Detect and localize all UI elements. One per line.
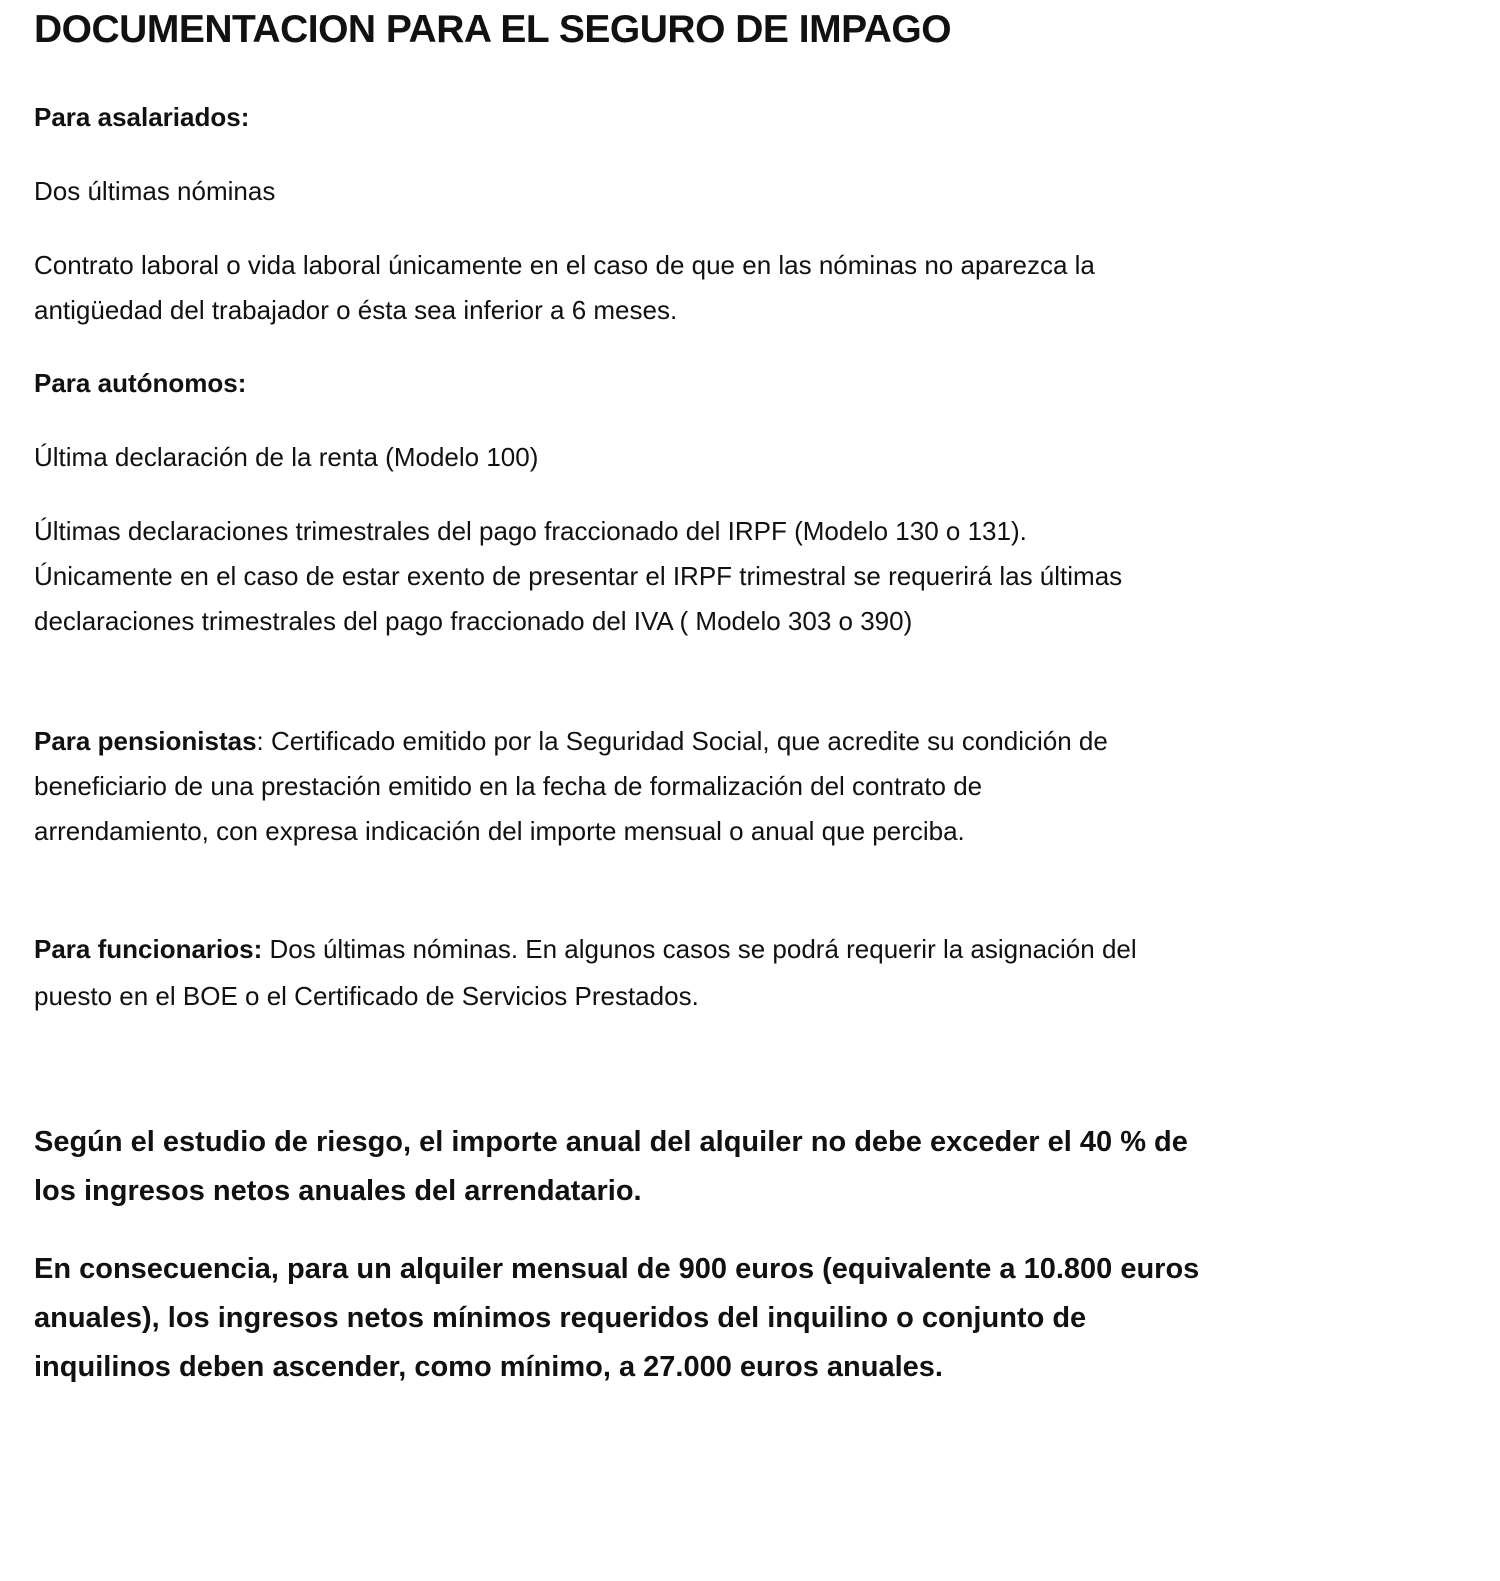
riesgo-paragraph xyxy=(34,1118,1188,1216)
autonomos-item-trimestrales-line-1: Últimas declaraciones trimestrales del pago fraccionado del IRPF (Modelo 130 o 131). xyxy=(34,516,1027,546)
pensionistas-paragraph xyxy=(34,719,1108,854)
funcionarios-line-1 xyxy=(34,926,1137,973)
riesgo-line-1: Según el estudio de riesgo, el importe anual del alquiler no debe exceder el 40 % de xyxy=(34,1126,1188,1158)
pensionistas-text-1: : Certificado emitido por la Seguridad Social, que acredite su condición de xyxy=(256,726,1108,756)
autonomos-heading: Para autónomos: xyxy=(34,368,247,398)
riesgo-line-2: los ingresos netos anuales del arrendatario. xyxy=(34,1175,642,1207)
funcionarios-text-1: Dos últimas nóminas. En algunos casos se podrá requerir la asignación del xyxy=(262,934,1137,964)
asalariados-heading: Para asalariados: xyxy=(34,102,250,132)
autonomos-item-trimestrales-line-3: declaraciones trimestrales del pago fraccionado del IVA ( Modelo 303 o 390) xyxy=(34,606,913,636)
consecuencia-paragraph xyxy=(34,1245,1199,1392)
pensionistas-line-2: beneficiario de una prestación emitido en la fecha de formalización del contrato de xyxy=(34,771,983,801)
pensionistas-label: Para pensionistas xyxy=(34,726,257,756)
pensionistas-line-1 xyxy=(34,719,1108,764)
funcionarios-paragraph xyxy=(34,926,1137,1020)
consecuencia-line-2: anuales), los ingresos netos mínimos requeridos del inquilino o conjunto de xyxy=(34,1302,1087,1334)
pensionistas-line-3: arrendamiento, con expresa indicación del importe mensual o anual que perciba. xyxy=(34,816,965,846)
document-title: DOCUMENTACION PARA EL SEGURO DE IMPAGO xyxy=(34,8,952,51)
funcionarios-label: Para funcionarios: xyxy=(34,934,263,964)
consecuencia-line-1: En consecuencia, para un alquiler mensual de 900 euros (equivalente a 10.800 euros xyxy=(34,1253,1200,1285)
asalariados-item-contrato xyxy=(34,243,1095,333)
autonomos-item-trimestrales-line-2: Únicamente en el caso de estar exento de presentar el IRPF trimestral se requerirá las últimas xyxy=(34,561,1123,591)
funcionarios-line-2: puesto en el BOE o el Certificado de Servicios Prestados. xyxy=(34,981,699,1011)
autonomos-item-renta: Última declaración de la renta (Modelo 100) xyxy=(34,442,539,472)
asalariados-item-nominas: Dos últimas nóminas xyxy=(34,176,276,206)
asalariados-item-contrato-line-1: Contrato laboral o vida laboral únicamente en el caso de que en las nóminas no aparezca la xyxy=(34,250,1095,280)
asalariados-item-contrato-line-2: antigüedad del trabajador o ésta sea inferior a 6 meses. xyxy=(34,295,678,325)
autonomos-item-trimestrales xyxy=(34,509,1122,644)
consecuencia-line-3: inquilinos deben ascender, como mínimo, a 27.000 euros anuales. xyxy=(34,1351,943,1383)
